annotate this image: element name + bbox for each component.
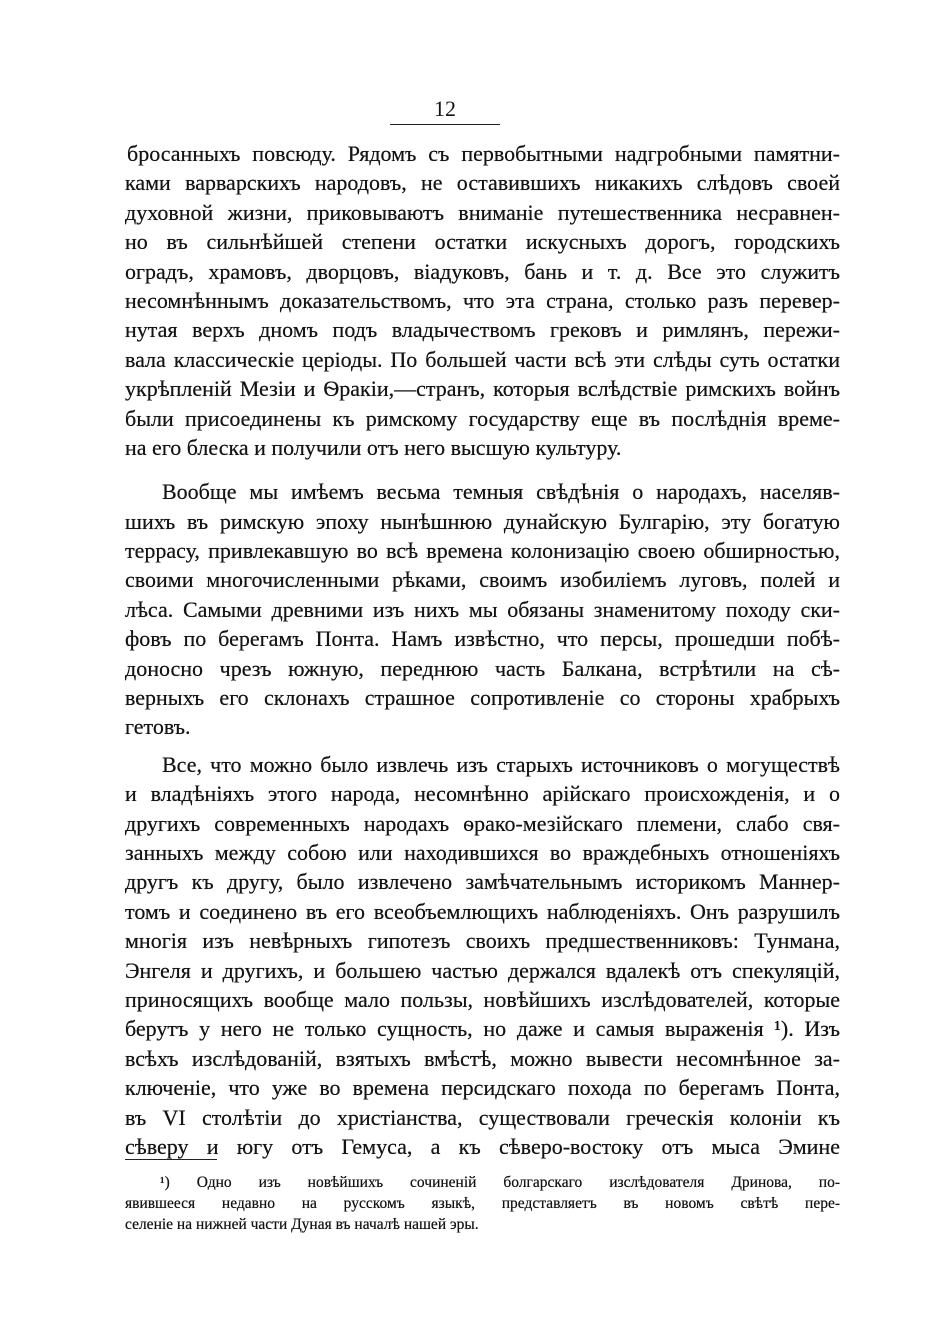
- text-line: шихъ въ римскую эпоху нынѣшнюю дунайскую Булгарію, эту богатую: [125, 508, 840, 534]
- text-line: приносящихъ вообще мало пользы, новѣйшихъ изслѣдователей, которые: [125, 986, 840, 1012]
- page-number: 12: [434, 96, 456, 121]
- footnote-line: селеніе на нижней части Дуная въ началѣ нашей эры.: [125, 1216, 479, 1233]
- text-line: сѣверу и югу отъ Гемуса, а къ сѣверо-востоку отъ мыса Эмине: [125, 1133, 840, 1159]
- footnote-line: ¹) Одно изъ новѣйшихъ сочиненій болгарскаго изслѣдователя Дринова, по-: [160, 1174, 840, 1191]
- paragraph-3: [125, 750, 840, 1161]
- text-line: берутъ у него не только сущность, но даже и самыя выраженія ¹). Изъ: [125, 1016, 840, 1042]
- text-line: на его блеска и получили отъ него высшую культуру.: [125, 434, 622, 460]
- text-line: другъ къ другу, было извлечено замѣчательнымъ историкомъ Маннер-: [125, 869, 840, 895]
- text-line: томъ и соединено въ его всеобъемлющихъ наблюденіяхъ. Онъ разрушилъ: [125, 898, 840, 924]
- text-line: всѣхъ изслѣдованій, взятыхъ вмѣстѣ, можно вывести несомнѣнное за-: [125, 1045, 840, 1071]
- text-line: верныхъ его склонахъ страшное сопротивленіе со стороны храбрыхъ: [125, 685, 840, 711]
- footnote-rule: [125, 1159, 217, 1160]
- text-line: Энгеля и другихъ, и большею частью держался вдалекѣ отъ спекуляцій,: [125, 957, 840, 983]
- text-line: ключеніе, что уже во времена персидскаго похода по берегамъ Понта,: [125, 1075, 840, 1101]
- text-line: доносно чрезъ южную, переднюю часть Балкана, встрѣтили на сѣ-: [125, 655, 840, 681]
- text-line: своими многочисленными рѣками, своимъ изобиліемъ луговъ, полей и: [125, 567, 840, 593]
- text-line: ками варварскихъ народовъ, не оставившихъ никакихъ слѣдовъ своей: [125, 170, 840, 196]
- body-text: [125, 139, 840, 1176]
- text-line: были присоединены къ римскому государству еще въ послѣднія време-: [125, 405, 840, 431]
- text-line: террасу, привлекавшую во всѣ времена колонизацію своею обширностью,: [125, 538, 840, 564]
- text-line: укрѣпленій Мезіи и Ѳракіи,—странъ, которыя вслѣдствіе римскихъ войнъ: [125, 376, 840, 402]
- page-number-rule: [390, 124, 500, 125]
- paragraph-2: [125, 477, 840, 742]
- text-line: и владѣніяхъ этого народа, несомнѣнно арійскаго происхожденія, и о: [125, 781, 840, 807]
- text-line: въ VI столѣтіи до христіанства, существовали греческія колоніи къ: [125, 1104, 840, 1130]
- text-line: Вообще мы имѣемъ весьма темныя свѣдѣнія о народахъ, населяв-: [162, 479, 840, 505]
- text-line: бросанныхъ повсюду. Рядомъ съ первобытными надгробными памятни-: [127, 141, 840, 166]
- text-line: но въ сильнѣйшей степени остатки искусныхъ дорогъ, городскихъ: [125, 229, 840, 255]
- text-line: гетовъ.: [125, 714, 191, 740]
- text-line: Все, что можно было извлечь изъ старыхъ источниковъ о могуществѣ: [162, 751, 840, 777]
- text-line: духовной жизни, приковываютъ вниманіе путешественника несравнен-: [125, 199, 840, 225]
- text-line: несомнѣннымъ доказательствомъ, что эта страна, столько разъ перевер-: [125, 287, 840, 313]
- footnote-line: явившееся недавно на русскомъ языкѣ, представляетъ въ новомъ свѣтѣ пере-: [125, 1195, 840, 1212]
- text-line: фовъ по берегамъ Понта. Намъ извѣстно, что персы, прошедши побѣ-: [125, 626, 840, 652]
- text-line: вала классическіе церіоды. По большей части всѣ эти слѣды суть остатки: [125, 346, 840, 372]
- text-line: лѣса. Самыми древними изъ нихъ мы обязаны знаменитому походу ски-: [125, 596, 840, 622]
- text-line: нутая верхъ дномъ подъ владычествомъ грековъ и римлянъ, пережи-: [125, 317, 840, 343]
- text-line: оградъ, храмовъ, дворцовъ, віадуковъ, бань и т. д. Все это служитъ: [125, 258, 840, 284]
- text-line: многія изъ невѣрныхъ гипотезъ своихъ предшественниковъ: Тунмана,: [125, 928, 840, 954]
- text-line: другихъ современныхъ народахъ ѳрако-мезійскаго племени, слабо свя-: [125, 810, 840, 836]
- footnote: [125, 1172, 840, 1235]
- text-line: занныхъ между собою или находившихся во враждебныхъ отношеніяхъ: [125, 839, 840, 865]
- paragraph-1: [125, 139, 840, 462]
